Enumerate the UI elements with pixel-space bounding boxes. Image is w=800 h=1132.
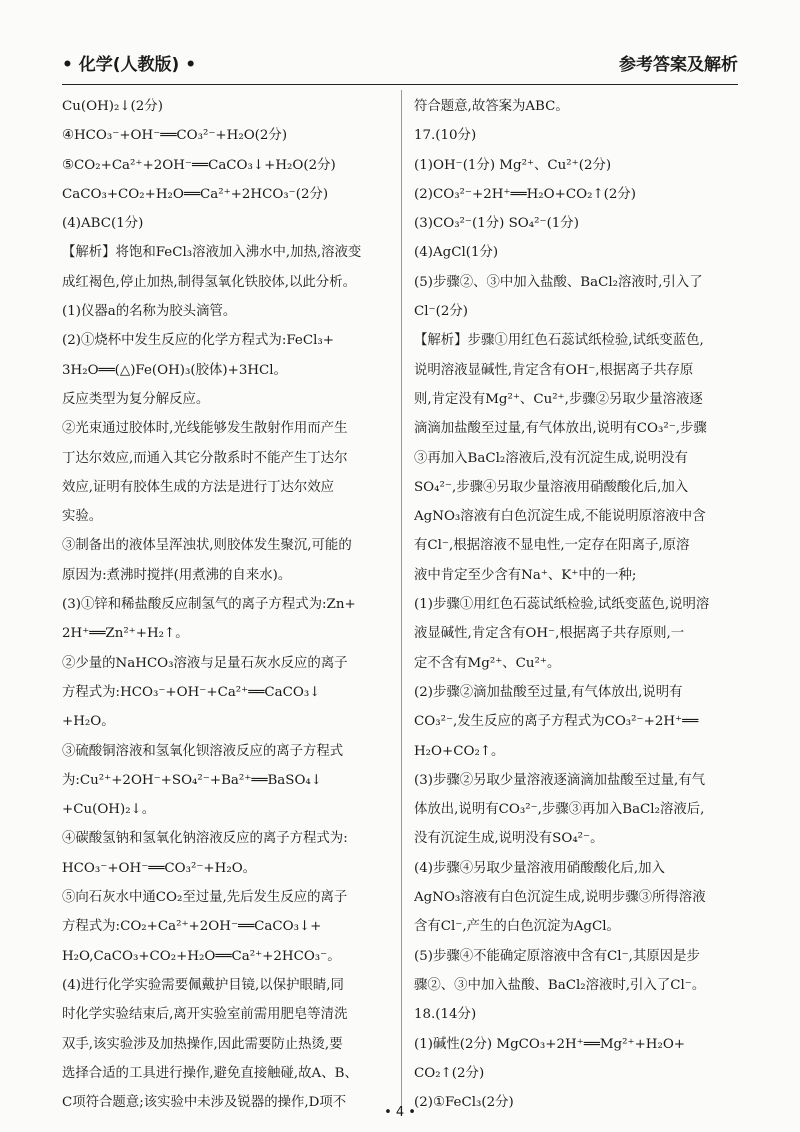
- text-line: 17.(10分): [414, 128, 477, 144]
- text-line: 定不含有Mg²⁺、Cu²⁺。: [414, 655, 561, 671]
- text-line: 为:Cu²⁺+2OH⁻+SO₄²⁻+Ba²⁺══BaSO₄↓: [62, 772, 323, 788]
- text-line: (1)仪器a的名称为胶头滴管。: [62, 304, 237, 320]
- text-line: (4)步骤④另取少量溶液用硝酸酸化后,加入: [414, 860, 665, 876]
- text-line: AgNO₃溶液有白色沉淀生成,说明步骤③所得溶液: [414, 890, 706, 906]
- text-line: (4)ABC(1分): [62, 216, 144, 232]
- text-line: (2)CO₃²⁻+2H⁺══H₂O+CO₂↑(2分): [414, 186, 637, 202]
- text-line: CO₃²⁻,发生反应的离子方程式为CO₃²⁻+2H⁺══: [414, 714, 699, 730]
- header-answer-title: 参考答案及解析: [619, 54, 738, 75]
- text-line: ③再加入BaCl₂溶液后,没有沉淀生成,说明没有: [414, 450, 688, 466]
- page-header: [62, 44, 738, 80]
- text-line: 效应,证明有胶体生成的方法是进行丁达尔效应: [62, 479, 335, 495]
- text-line: 2H⁺══Zn²⁺+H₂↑。: [62, 626, 189, 642]
- page-number: • 4 •: [384, 1105, 416, 1120]
- text-line: +H₂O。: [62, 714, 115, 730]
- text-line: 原因为:煮沸时搅拌(用煮沸的自来水)。: [62, 567, 292, 583]
- text-line: (3)CO₃²⁻(1分) SO₄²⁻(1分): [414, 216, 579, 232]
- right-column: [414, 92, 744, 1117]
- text-line: ⑤CO₂+Ca²⁺+2OH⁻══CaCO₃↓+H₂O(2分): [62, 157, 336, 173]
- text-line: (1)OH⁻(1分) Mg²⁺、Cu²⁺(2分): [414, 157, 612, 173]
- text-line: 符合题意,故答案为ABC。: [414, 99, 569, 114]
- text-line: ③硫酸铜溶液和氢氧化钡溶液反应的离子方程式: [62, 743, 344, 759]
- text-line: (2)①FeCl₃(2分): [414, 1095, 514, 1111]
- text-line: 方程式为:HCO₃⁻+OH⁻+Ca²⁺══CaCO₃↓: [62, 684, 321, 700]
- header-subject-title: • 化学(人教版) •: [62, 54, 197, 75]
- text-line: 有Cl⁻,根据溶液不显电性,一定存在阳离子,原溶: [414, 538, 690, 554]
- text-line: (4)进行化学实验需要佩戴护目镜,以保护眼睛,同: [62, 977, 344, 993]
- text-line: AgNO₃溶液有白色沉淀生成,不能说明原溶液中含: [414, 509, 706, 525]
- text-line: 滴滴加盐酸至过量,有气体放出,说明有CO₃²⁻,步骤: [414, 421, 707, 437]
- left-column: [62, 92, 392, 1117]
- text-line: H₂O+CO₂↑。: [414, 743, 505, 759]
- text-line: 3H₂O══(△)Fe(OH)₃(胶体)+3HCl。: [62, 362, 287, 378]
- text-line: 体放出,说明有CO₃²⁻,步骤③再加入BaCl₂溶液后,: [414, 802, 705, 818]
- text-line: CaCO₃+CO₂+H₂O══Ca²⁺+2HCO₃⁻(2分): [62, 186, 329, 202]
- text-line: ③制备出的液体呈浑浊状,则胶体发生聚沉,可能的: [62, 538, 352, 554]
- text-line: Cu(OH)₂↓(2分): [62, 99, 163, 114]
- text-line: +Cu(OH)₂↓。: [62, 802, 156, 818]
- text-line: 骤②、③中加入盐酸、BaCl₂溶液时,引入了Cl⁻。: [414, 977, 706, 993]
- text-line: ④碳酸氢钠和氢氧化钠溶液反应的离子方程式为:: [62, 831, 348, 847]
- text-line: ②光束通过胶体时,光线能够发生散射作用而产生: [62, 421, 348, 437]
- text-line: 【解析】将饱和FeCl₃溶液加入沸水中,加热,溶液变: [62, 245, 362, 261]
- text-line: (5)步骤④不能确定原溶液中含有Cl⁻,其原因是步: [414, 948, 700, 964]
- text-line: 双手,该实验涉及加热操作,因此需要防止热烫,要: [62, 1036, 343, 1052]
- text-line: 18.(14分): [414, 1007, 477, 1023]
- header-rule: [62, 84, 738, 85]
- text-line: 丁达尔效应,而通入其它分散系时不能产生丁达尔: [62, 450, 348, 466]
- text-line: (1)步骤①用红色石蕊试纸检验,试纸变蓝色,说明溶: [414, 597, 710, 613]
- text-line: H₂O,CaCO₃+CO₂+H₂O══Ca²⁺+2HCO₃⁻。: [62, 948, 341, 964]
- text-line: 没有沉淀生成,说明没有SO₄²⁻。: [414, 831, 604, 847]
- text-line: 说明溶液显碱性,肯定含有OH⁻,根据离子共存原: [414, 362, 694, 378]
- text-line: ②少量的NaHCO₃溶液与足量石灰水反应的离子: [62, 655, 348, 671]
- text-line: (3)①锌和稀盐酸反应制氢气的离子方程式为:Zn+: [62, 597, 356, 613]
- text-line: 则,肯定没有Mg²⁺、Cu²⁺,步骤②另取少量溶液逐: [414, 391, 703, 407]
- text-line: (5)步骤②、③中加入盐酸、BaCl₂溶液时,引入了: [414, 274, 703, 290]
- text-line: 成红褐色,停止加热,制得氢氧化铁胶体,以此分析。: [62, 274, 356, 290]
- text-line: Cl⁻(2分): [414, 304, 468, 320]
- text-line: (2)步骤②滴加盐酸至过量,有气体放出,说明有: [414, 684, 683, 700]
- text-line: HCO₃⁻+OH⁻══CO₃²⁻+H₂O。: [62, 860, 257, 876]
- column-divider: [401, 90, 402, 1108]
- text-line: 液显碱性,肯定含有OH⁻,根据离子共存原则,一: [414, 626, 685, 642]
- text-line: ④HCO₃⁻+OH⁻══CO₃²⁻+H₂O(2分): [62, 128, 288, 144]
- text-line: 实验。: [62, 509, 103, 525]
- text-line: (3)步骤②另取少量溶液逐滴滴加盐酸至过量,有气: [414, 772, 706, 788]
- text-line: C项符合题意;该实验中未涉及锐器的操作,D项不: [62, 1095, 347, 1111]
- text-line: SO₄²⁻,步骤④另取少量溶液用硝酸酸化后,加入: [414, 479, 689, 495]
- text-line: 方程式为:CO₂+Ca²⁺+2OH⁻══CaCO₃↓+: [62, 919, 322, 935]
- text-line: 时化学实验结束后,离开实验室前需用肥皂等清洗: [62, 1007, 348, 1023]
- text-line: 【解析】步骤①用红色石蕊试纸检验,试纸变蓝色,: [414, 333, 704, 349]
- text-line: 含有Cl⁻,产生的白色沉淀为AgCl。: [414, 919, 620, 935]
- text-line: ⑤向石灰水中通CO₂至过量,先后发生反应的离子: [62, 890, 348, 906]
- text-line: CO₂↑(2分): [414, 1065, 485, 1081]
- text-line: (1)碱性(2分) MgCO₃+2H⁺══Mg²⁺+H₂O+: [414, 1036, 686, 1052]
- text-line: 反应类型为复分解反应。: [62, 391, 210, 407]
- text-line: (4)AgCl(1分): [414, 245, 499, 261]
- text-line: 选择合适的工具进行操作,避免直接触碰,故A、B、: [62, 1065, 358, 1081]
- text-line: 液中肯定至少含有Na⁺、K⁺中的一种;: [414, 567, 637, 583]
- text-line: (2)①烧杯中发生反应的化学方程式为:FeCl₃+: [62, 333, 334, 349]
